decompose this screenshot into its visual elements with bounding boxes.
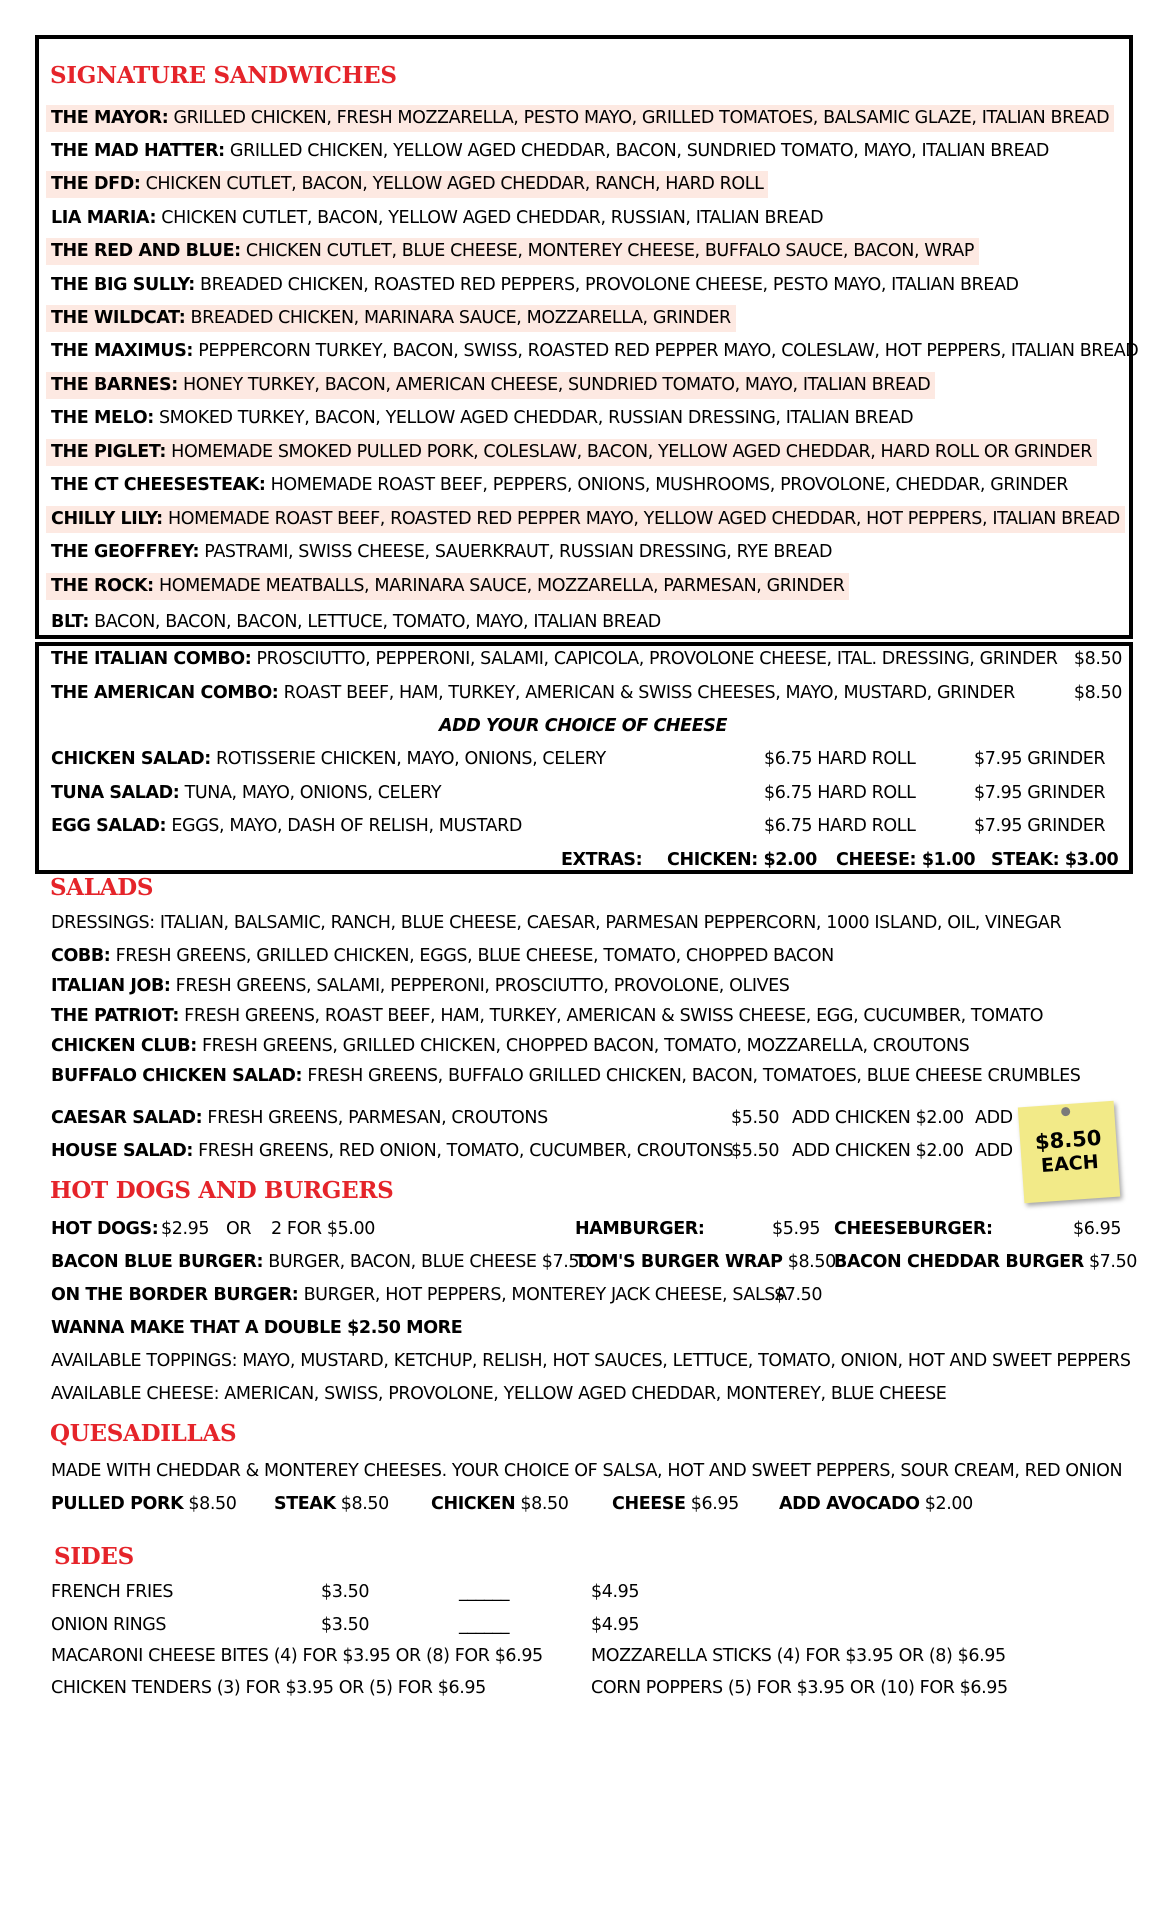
deli-salad-desc: TUNA, MAYO, ONIONS, CELERY xyxy=(179,783,442,803)
hotdog-or: OR xyxy=(226,1219,252,1239)
deli-salad-roll-price: $6.75 HARD ROLL xyxy=(764,816,916,836)
salad-row xyxy=(51,943,834,970)
item-desc: BURGER, BACON, BLUE CHEESE $7.50 xyxy=(263,1252,590,1272)
deli-salad-name: EGG SALAD: xyxy=(51,816,167,836)
item-name: BACON CHEDDAR BURGER xyxy=(834,1252,1084,1272)
sandwich-name: THE MELO: xyxy=(51,408,154,428)
pin-icon xyxy=(1061,1107,1071,1117)
deli-salad-desc: EGGS, MAYO, DASH OF RELISH, MUSTARD xyxy=(166,816,522,836)
quesadilla-price: $8.50 xyxy=(335,1494,389,1514)
item-price: $7.50 xyxy=(1083,1252,1138,1272)
border-price: $7.50 xyxy=(774,1285,823,1305)
sticky-price: $8.50 xyxy=(1034,1125,1103,1155)
salad-desc: FRESH GREENS, RED ONION, TOMATO, CUCUMBER, CROUTONS xyxy=(192,1141,734,1161)
sandwich-row xyxy=(46,405,918,432)
salad-name: HOUSE SALAD: xyxy=(51,1141,193,1161)
sticky-note-price xyxy=(1018,1101,1120,1203)
on-the-border-burger xyxy=(51,1282,787,1309)
extras-chicken: CHICKEN: $2.00 xyxy=(667,850,817,870)
quesadilla-name: ADD AVOCADO xyxy=(779,1494,920,1514)
sandwich-desc: BREADED CHICKEN, ROASTED RED PEPPERS, PROVOLONE CHEESE, PESTO MAYO, ITALIAN BREAD xyxy=(194,275,1019,295)
sandwich-name: THE BARNES: xyxy=(51,375,178,395)
deli-salad-desc: ROTISSERIE CHICKEN, MAYO, ONIONS, CELERY xyxy=(210,749,606,769)
sandwich-name: THE RED AND BLUE: xyxy=(51,241,241,261)
quesadilla-price: $8.50 xyxy=(183,1494,237,1514)
available-toppings: AVAILABLE TOPPINGS: MAYO, MUSTARD, KETCHUP, RELISH, HOT SAUCES, LETTUCE, TOMATO, ONION, HOT AND SWEET PEPPERS xyxy=(51,1351,1131,1371)
sandwich-row xyxy=(46,439,1097,466)
sandwich-row xyxy=(46,506,1125,533)
sandwich-row xyxy=(46,338,1143,365)
sandwich-desc: HOMEMADE MEATBALLS, MARINARA SAUCE, MOZZARELLA, PARMESAN, GRINDER xyxy=(153,576,845,596)
quesadilla-item xyxy=(274,1491,389,1518)
quesadilla-name: CHEESE xyxy=(612,1494,686,1514)
sandwich-row xyxy=(46,138,1054,165)
sandwich-name: THE MAXIMUS: xyxy=(51,341,194,361)
deli-salad-grinder-price: $7.95 GRINDER xyxy=(974,816,1106,836)
house-salad xyxy=(51,1138,733,1165)
deli-salad-roll-price: $6.75 HARD ROLL xyxy=(764,783,916,803)
house-add-chicken: ADD CHICKEN $2.00 xyxy=(792,1141,964,1161)
cheeseburger-label: CHEESEBURGER: xyxy=(834,1219,993,1239)
sandwich-desc: HOMEMADE ROAST BEEF, PEPPERS, ONIONS, MUSHROOMS, PROVOLONE, CHEDDAR, GRINDER xyxy=(265,475,1069,495)
sandwich-name: THE MAD HATTER: xyxy=(51,141,225,161)
quesadilla-item xyxy=(431,1491,568,1518)
hotdogs-heading: HOT DOGS AND BURGERS xyxy=(50,1177,394,1204)
sandwich-name: THE CT CHEESESTEAK: xyxy=(51,475,266,495)
quesadilla-price: $8.50 xyxy=(515,1494,569,1514)
onion-rings-name: ONION RINGS xyxy=(51,1615,167,1635)
onion-rings-blank: ______ xyxy=(459,1615,510,1635)
cheese-choice-note: ADD YOUR CHOICE OF CHEESE xyxy=(438,716,728,736)
hamburger-label: HAMBURGER: xyxy=(575,1219,705,1239)
salad-row xyxy=(51,1003,1043,1030)
sandwich-desc: BREADED CHICKEN, MARINARA SAUCE, MOZZARELLA, GRINDER xyxy=(185,308,731,328)
quesadilla-item xyxy=(51,1491,237,1518)
french-fries-price: $3.50 xyxy=(321,1582,370,1602)
quesadilla-name: CHICKEN xyxy=(431,1494,516,1514)
chicken-tenders: CHICKEN TENDERS (3) FOR $3.95 OR (5) FOR $6.95 xyxy=(51,1678,486,1698)
sandwich-desc: CHICKEN CUTLET, BLUE CHEESE, MONTEREY CHEESE, BUFFALO SAUCE, BACON, WRAP xyxy=(240,241,974,261)
sandwich-desc: BACON, BACON, BACON, LETTUCE, TOMATO, MAYO, ITALIAN BREAD xyxy=(88,612,661,632)
sandwich-desc: HOMEMADE ROAST BEEF, ROASTED RED PEPPER MAYO, YELLOW AGED CHEDDAR, HOT PEPPERS, ITALIAN BREAD xyxy=(162,509,1120,529)
combo-price: $8.50 xyxy=(1073,649,1122,669)
deli-salad-grinder-price: $7.95 GRINDER xyxy=(974,749,1106,769)
deli-salad-row xyxy=(51,813,522,840)
sandwich-desc: HOMEMADE SMOKED PULLED PORK, COLESLAW, BACON, YELLOW AGED CHEDDAR, HARD ROLL OR GRINDER xyxy=(166,442,1093,462)
deli-salad-name: CHICKEN SALAD: xyxy=(51,749,211,769)
sides-heading: SIDES xyxy=(54,1543,134,1570)
salad-desc: FRESH GREENS, ROAST BEEF, HAM, TURKEY, AMERICAN & SWISS CHEESE, EGG, CUCUMBER, TOMATO xyxy=(179,1006,1044,1026)
sticky-each: EACH xyxy=(1040,1150,1100,1177)
salad-name: THE PATRIOT: xyxy=(51,1006,180,1026)
sandwich-name: THE DFD: xyxy=(51,174,141,194)
sandwich-name: THE WILDCAT: xyxy=(51,308,186,328)
quesadilla-item xyxy=(779,1491,973,1518)
sandwich-desc: CHICKEN CUTLET, BACON, YELLOW AGED CHEDDAR, RANCH, HARD ROLL xyxy=(140,174,764,194)
caesar-add: ADD xyxy=(975,1108,1013,1128)
onion-rings-price: $3.50 xyxy=(321,1615,370,1635)
extras-cheese: CHEESE: $1.00 xyxy=(836,850,976,870)
house-add: ADD xyxy=(975,1141,1013,1161)
sandwich-desc: PASTRAMI, SWISS CHEESE, SAUERKRAUT, RUSSIAN DRESSING, RYE BREAD xyxy=(199,542,833,562)
combo-desc: ROAST BEEF, HAM, TURKEY, AMERICAN & SWISS CHEESES, MAYO, MUSTARD, GRINDER xyxy=(278,683,1015,703)
deli-salad-row xyxy=(51,780,441,807)
salad-name: BUFFALO CHICKEN SALAD: xyxy=(51,1066,303,1086)
sandwich-name: THE GEOFFREY: xyxy=(51,542,200,562)
sandwich-row xyxy=(46,305,736,332)
available-cheese: AVAILABLE CHEESE: AMERICAN, SWISS, PROVOLONE, YELLOW AGED CHEDDAR, MONTEREY, BLUE CHEESE xyxy=(51,1384,947,1404)
sandwich-name: THE PIGLET: xyxy=(51,442,167,462)
quesadillas-heading: QUESADILLAS xyxy=(50,1420,237,1447)
salads-heading: SALADS xyxy=(50,874,154,901)
sandwich-row xyxy=(46,573,849,600)
sandwich-row xyxy=(46,272,1024,299)
salad-row xyxy=(51,1063,1081,1090)
item-name: TOM'S BURGER WRAP xyxy=(575,1252,783,1272)
sandwich-row xyxy=(46,238,979,265)
quesadillas-desc: MADE WITH CHEDDAR & MONTEREY CHEESES. YOUR CHOICE OF SALSA, HOT AND SWEET PEPPERS, SOUR CREAM, RED ONION xyxy=(51,1461,1123,1481)
combo-desc: PROSCIUTTO, PEPPERONI, SALAMI, CAPICOLA, PROVOLONE CHEESE, ITAL. DRESSING, GRINDER xyxy=(251,649,1058,669)
toms-burger-wrap xyxy=(575,1249,836,1276)
house-price: $5.50 xyxy=(731,1141,780,1161)
combo-price: $8.50 xyxy=(1073,683,1122,703)
caesar-salad xyxy=(51,1105,548,1132)
signature-sandwiches-heading: SIGNATURE SANDWICHES xyxy=(50,62,397,89)
cheeseburger-price: $6.95 xyxy=(1073,1219,1122,1239)
item-desc: BURGER, HOT PEPPERS, MONTEREY JACK CHEESE, SALSA xyxy=(298,1285,787,1305)
hotdog-price: $2.95 xyxy=(161,1219,210,1239)
sandwich-desc: SMOKED TURKEY, BACON, YELLOW AGED CHEDDAR, RUSSIAN DRESSING, ITALIAN BREAD xyxy=(153,408,914,428)
sandwich-desc: HONEY TURKEY, BACON, AMERICAN CHEESE, SUNDRIED TOMATO, MAYO, ITALIAN BREAD xyxy=(177,375,931,395)
salad-desc: FRESH GREENS, SALAMI, PEPPERONI, PROSCIUTTO, PROVOLONE, OLIVES xyxy=(170,976,790,996)
salad-desc: FRESH GREENS, BUFFALO GRILLED CHICKEN, BACON, TOMATOES, BLUE CHEESE CRUMBLES xyxy=(302,1066,1081,1086)
quesadilla-name: STEAK xyxy=(274,1494,336,1514)
onion-rings-price-large: $4.95 xyxy=(591,1615,640,1635)
sandwich-desc: GRILLED CHICKEN, FRESH MOZZARELLA, PESTO MAYO, GRILLED TOMATOES, BALSAMIC GLAZE, ITALIAN BREAD xyxy=(168,108,1110,128)
sandwich-name: THE BIG SULLY: xyxy=(51,275,195,295)
quesadilla-name: PULLED PORK xyxy=(51,1494,184,1514)
sandwich-row xyxy=(46,472,1073,499)
double-note: WANNA MAKE THAT A DOUBLE $2.50 MORE xyxy=(51,1318,463,1338)
combo-american xyxy=(51,680,1015,707)
sandwich-name: LIA MARIA: xyxy=(51,208,157,228)
salad-dressings: DRESSINGS: ITALIAN, BALSAMIC, RANCH, BLUE CHEESE, CAESAR, PARMESAN PEPPERCORN, 1000 ISLAND, OIL, VINEGAR xyxy=(51,913,1062,933)
quesadilla-price: $6.95 xyxy=(685,1494,739,1514)
hotdog-deal: 2 FOR $5.00 xyxy=(271,1219,375,1239)
salad-row xyxy=(51,1033,969,1060)
extras-label: EXTRAS: xyxy=(561,850,643,870)
salad-desc: FRESH GREENS, PARMESAN, CROUTONS xyxy=(202,1108,548,1128)
item-name: BACON BLUE BURGER: xyxy=(51,1252,264,1272)
hotdog-label: HOT DOGS: xyxy=(51,1219,159,1239)
french-fries-blank: ______ xyxy=(459,1582,510,1602)
salad-name: ITALIAN JOB: xyxy=(51,976,171,996)
sandwich-row xyxy=(46,205,828,232)
extras-steak: STEAK: $3.00 xyxy=(991,850,1119,870)
sandwich-row xyxy=(46,539,837,566)
salad-row xyxy=(51,973,790,1000)
sandwich-desc: PEPPERCORN TURKEY, BACON, SWISS, ROASTED RED PEPPER MAYO, COLESLAW, HOT PEPPERS, ITALIAN BREAD xyxy=(193,341,1139,361)
sandwich-name: CHILLY LILY: xyxy=(51,509,163,529)
item-name: ON THE BORDER BURGER: xyxy=(51,1285,299,1305)
hamburger-price: $5.95 xyxy=(772,1219,821,1239)
sandwich-row xyxy=(46,171,768,198)
deli-salad-row xyxy=(51,746,606,773)
item-price: $8.50 xyxy=(782,1252,836,1272)
quesadilla-price: $2.00 xyxy=(919,1494,973,1514)
sandwich-name: BLT: xyxy=(51,612,89,632)
bacon-cheddar-burger xyxy=(834,1249,1137,1276)
sandwich-row xyxy=(46,609,666,636)
quesadilla-item xyxy=(612,1491,739,1518)
salad-desc: FRESH GREENS, GRILLED CHICKEN, CHOPPED BACON, TOMATO, MOZZARELLA, CROUTONS xyxy=(196,1036,970,1056)
salad-name: COBB: xyxy=(51,946,111,966)
mozzarella-sticks: MOZZARELLA STICKS (4) FOR $3.95 OR (8) $6.95 xyxy=(591,1646,1006,1666)
sandwich-name: THE ROCK: xyxy=(51,576,154,596)
french-fries-price-large: $4.95 xyxy=(591,1582,640,1602)
deli-salad-roll-price: $6.75 HARD ROLL xyxy=(764,749,916,769)
macaroni-cheese-bites: MACARONI CHEESE BITES (4) FOR $3.95 OR (8) FOR $6.95 xyxy=(51,1646,543,1666)
sandwich-desc: GRILLED CHICKEN, YELLOW AGED CHEDDAR, BACON, SUNDRIED TOMATO, MAYO, ITALIAN BREAD xyxy=(224,141,1049,161)
corn-poppers: CORN POPPERS (5) FOR $3.95 OR (10) FOR $6.95 xyxy=(591,1678,1008,1698)
salad-name: CAESAR SALAD: xyxy=(51,1108,203,1128)
sandwich-row xyxy=(46,105,1114,132)
combo-italian xyxy=(51,646,1058,673)
sandwich-name: THE MAYOR: xyxy=(51,108,169,128)
french-fries-name: FRENCH FRIES xyxy=(51,1582,174,1602)
salad-desc: FRESH GREENS, GRILLED CHICKEN, EGGS, BLUE CHEESE, TOMATO, CHOPPED BACON xyxy=(110,946,834,966)
caesar-price: $5.50 xyxy=(731,1108,780,1128)
combo-name: THE AMERICAN COMBO: xyxy=(51,683,279,703)
bacon-blue-burger xyxy=(51,1249,590,1276)
combo-name: THE ITALIAN COMBO: xyxy=(51,649,252,669)
caesar-add-chicken: ADD CHICKEN $2.00 xyxy=(792,1108,964,1128)
deli-salad-grinder-price: $7.95 GRINDER xyxy=(974,783,1106,803)
sandwich-desc: CHICKEN CUTLET, BACON, YELLOW AGED CHEDDAR, RUSSIAN, ITALIAN BREAD xyxy=(156,208,824,228)
deli-salad-name: TUNA SALAD: xyxy=(51,783,180,803)
salad-name: CHICKEN CLUB: xyxy=(51,1036,197,1056)
sandwich-row xyxy=(46,372,935,399)
